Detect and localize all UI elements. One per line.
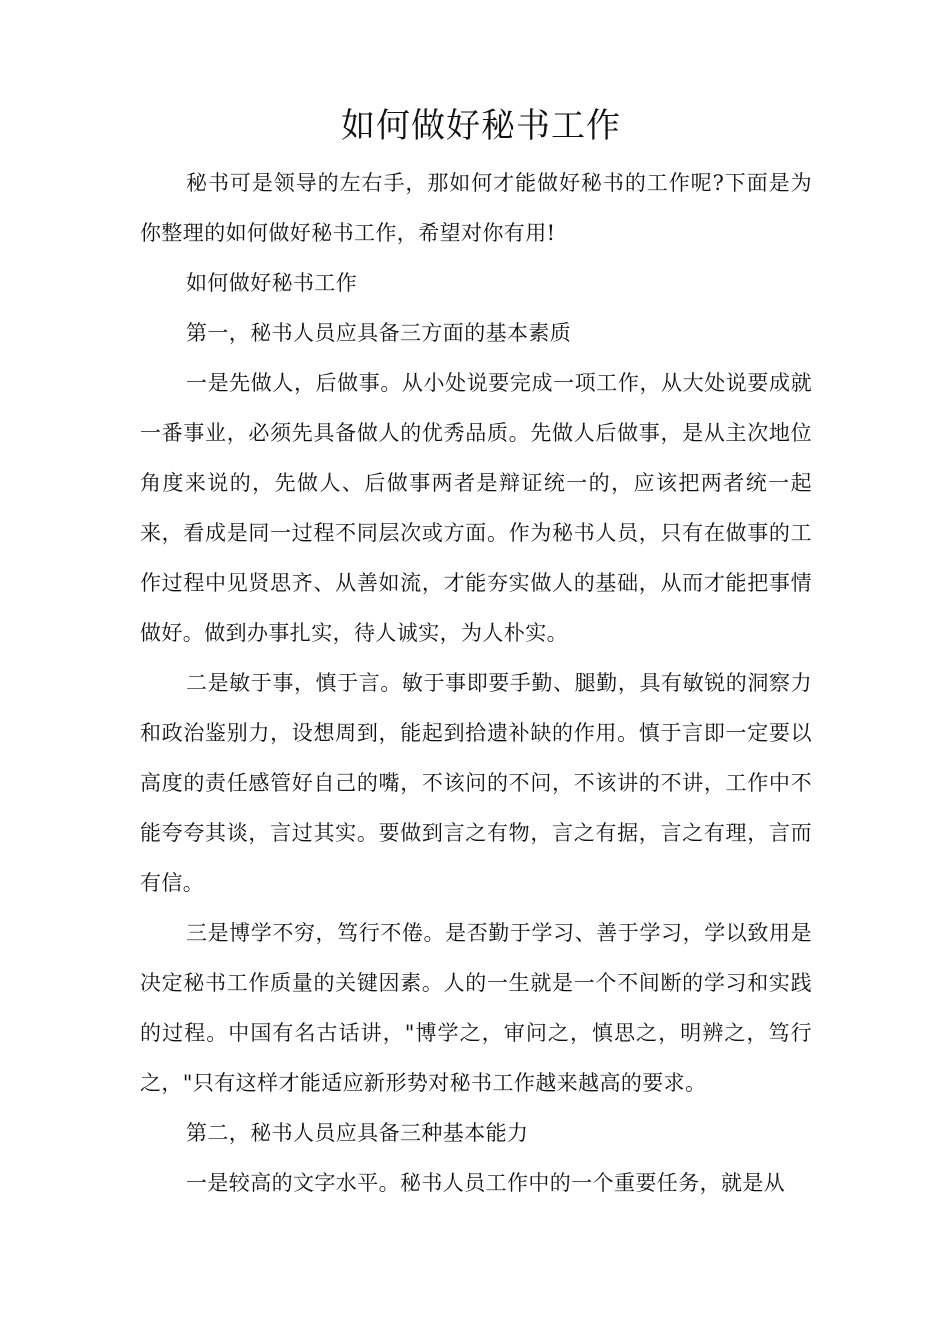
section-heading-second: 第二，秘书人员应具备三种基本能力 xyxy=(186,1121,529,1145)
paragraph-quality-1: 一是先做人，后做事。从小处说要完成一项工作，从大处说要成就一番事业，必须先具备做人的优秀品质。先做人后做事，是从主次地位角度来说的，先做人、后做事两者是辩证统一的，应该把两者统一起来，看成是同一过程不同层次或方面。作为秘书人员，只有在做事的工作过程中见贤思齐、从善如流，才能夯实做人的基础，从而才能把事情做好。做到办事扎实，待人诚实，为人朴实。 xyxy=(140,371,812,645)
section-heading-first: 第一，秘书人员应具备三方面的基本素质 xyxy=(186,321,572,345)
paragraph-ability-1: 一是较高的文字水平。秘书人员工作中的一个重要任务，就是从 xyxy=(186,1171,786,1195)
paragraph-heading: 如何做好秘书工作 xyxy=(186,271,358,295)
document-body xyxy=(140,158,812,1208)
document-title: 如何做好秘书工作 xyxy=(341,106,621,146)
paragraph-quality-3: 三是博学不穷，笃行不倦。是否勤于学习、善于学习，学以致用是决定秘书工作质量的关键因素。人的一生就是一个不间断的学习和实践的过程。中国有名古话讲，"博学之，审问之，慎思之，明辨之，笃行之，"只有这样才能适应新形势对秘书工作越来越高的要求。 xyxy=(140,921,812,1095)
paragraph-quality-2: 二是敏于事，慎于言。敏于事即要手勤、腿勤，具有敏锐的洞察力和政治鉴别力，设想周到，能起到拾遗补缺的作用。慎于言即一定要以高度的责任感管好自己的嘴，不该问的不问，不该讲的不讲，工作中不能夸夸其谈，言过其实。要做到言之有物，言之有据，言之有理，言而有信。 xyxy=(140,671,812,895)
paragraph-intro: 秘书可是领导的左右手，那如何才能做好秘书的工作呢?下面是为你整理的如何做好秘书工作，希望对你有用! xyxy=(140,171,812,245)
document-page xyxy=(140,0,812,1208)
